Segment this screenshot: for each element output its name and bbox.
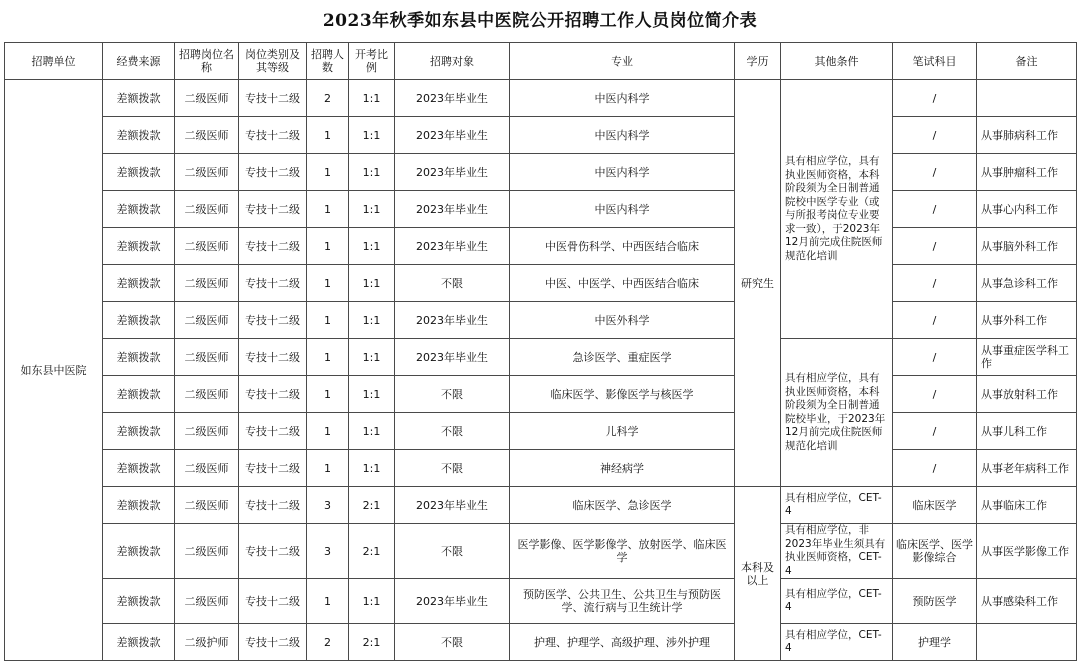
conditions-cell: 具有相应学位，非2023年毕业生须具有执业医师资格，CET-4 <box>781 524 893 579</box>
post-cell: 二级医师 <box>175 450 239 487</box>
education-cell: 本科及以上 <box>735 487 781 661</box>
ratio-cell: 2:1 <box>349 624 395 661</box>
major-cell: 医学影像、医学影像学、放射医学、临床医学 <box>510 524 735 579</box>
num-cell: 1 <box>307 302 349 339</box>
grade-cell: 专技十二级 <box>239 413 307 450</box>
grade-cell: 专技十二级 <box>239 376 307 413</box>
exam-cell: / <box>893 413 977 450</box>
grade-cell: 专技十二级 <box>239 154 307 191</box>
grade-cell: 专技十二级 <box>239 524 307 579</box>
note-cell: 从事感染科工作 <box>977 579 1077 624</box>
table-row <box>5 579 1077 624</box>
post-cell: 二级医师 <box>175 265 239 302</box>
table-row <box>5 191 1077 228</box>
note-cell <box>977 624 1077 661</box>
num-cell: 1 <box>307 228 349 265</box>
note-cell: 从事脑外科工作 <box>977 228 1077 265</box>
post-cell: 二级医师 <box>175 80 239 117</box>
header-cell: 学历 <box>735 43 781 80</box>
post-cell: 二级医师 <box>175 228 239 265</box>
conditions-cell: 具有相应学位，具有执业医师资格，本科阶段须为全日制普通院校中医学专业（或与所报考岗位专业要求一致），于2023年12月前完成住院医师规范化培训 <box>781 80 893 339</box>
post-cell: 二级医师 <box>175 524 239 579</box>
post-cell: 二级护师 <box>175 624 239 661</box>
target-cell: 2023年毕业生 <box>395 302 510 339</box>
header-cell: 笔试科目 <box>893 43 977 80</box>
target-cell: 不限 <box>395 265 510 302</box>
grade-cell: 专技十二级 <box>239 80 307 117</box>
page-title: 2023年秋季如东县中医院公开招聘工作人员岗位简介表 <box>322 11 758 31</box>
exam-cell: 临床医学、医学影像综合 <box>893 524 977 579</box>
header-cell: 招聘岗位名 称 <box>175 43 239 80</box>
exam-cell: 护理学 <box>893 624 977 661</box>
fund-cell: 差额拨款 <box>103 154 175 191</box>
fund-cell: 差额拨款 <box>103 80 175 117</box>
table-row <box>5 450 1077 487</box>
target-cell: 不限 <box>395 624 510 661</box>
fund-cell: 差额拨款 <box>103 265 175 302</box>
ratio-cell: 1:1 <box>349 117 395 154</box>
ratio-cell: 1:1 <box>349 265 395 302</box>
grade-cell: 专技十二级 <box>239 339 307 376</box>
exam-cell: / <box>893 228 977 265</box>
conditions-cell: 具有相应学位，CET-4 <box>781 487 893 524</box>
major-cell: 儿科学 <box>510 413 735 450</box>
post-cell: 二级医师 <box>175 376 239 413</box>
major-cell: 神经病学 <box>510 450 735 487</box>
num-cell: 1 <box>307 579 349 624</box>
num-cell: 1 <box>307 339 349 376</box>
header-cell: 备注 <box>977 43 1077 80</box>
exam-cell: / <box>893 450 977 487</box>
ratio-cell: 1:1 <box>349 154 395 191</box>
note-cell: 从事外科工作 <box>977 302 1077 339</box>
note-cell: 从事肺病科工作 <box>977 117 1077 154</box>
header-cell: 经费来源 <box>103 43 175 80</box>
grade-cell: 专技十二级 <box>239 487 307 524</box>
post-cell: 二级医师 <box>175 413 239 450</box>
exam-cell: / <box>893 339 977 376</box>
target-cell: 不限 <box>395 413 510 450</box>
post-cell: 二级医师 <box>175 579 239 624</box>
major-cell: 预防医学、公共卫生、公共卫生与预防医学、流行病与卫生统计学 <box>510 579 735 624</box>
grade-cell: 专技十二级 <box>239 579 307 624</box>
header-cell: 开考比例 <box>349 43 395 80</box>
fund-cell: 差额拨款 <box>103 579 175 624</box>
post-cell: 二级医师 <box>175 117 239 154</box>
note-cell <box>977 80 1077 117</box>
major-cell: 中医内科学 <box>510 154 735 191</box>
note-cell: 从事放射科工作 <box>977 376 1077 413</box>
post-cell: 二级医师 <box>175 487 239 524</box>
fund-cell: 差额拨款 <box>103 413 175 450</box>
table-row <box>5 524 1077 579</box>
ratio-cell: 1:1 <box>349 450 395 487</box>
table-row <box>5 302 1077 339</box>
fund-cell: 差额拨款 <box>103 302 175 339</box>
grade-cell: 专技十二级 <box>239 191 307 228</box>
major-cell: 临床医学、急诊医学 <box>510 487 735 524</box>
exam-cell: / <box>893 154 977 191</box>
target-cell: 不限 <box>395 450 510 487</box>
conditions-cell: 具有相应学位，具有执业医师资格，本科阶段须为全日制普通院校毕业，于2023年12月前完成住院医师规范化培训 <box>781 339 893 487</box>
fund-cell: 差额拨款 <box>103 624 175 661</box>
table-row <box>5 413 1077 450</box>
post-cell: 二级医师 <box>175 339 239 376</box>
ratio-cell: 1:1 <box>349 191 395 228</box>
target-cell: 2023年毕业生 <box>395 487 510 524</box>
major-cell: 临床医学、影像医学与核医学 <box>510 376 735 413</box>
ratio-cell: 1:1 <box>349 80 395 117</box>
target-cell: 2023年毕业生 <box>395 80 510 117</box>
exam-cell: / <box>893 302 977 339</box>
grade-cell: 专技十二级 <box>239 450 307 487</box>
table-row <box>5 376 1077 413</box>
fund-cell: 差额拨款 <box>103 450 175 487</box>
table-row <box>5 228 1077 265</box>
note-cell: 从事急诊科工作 <box>977 265 1077 302</box>
header-cell: 招聘单位 <box>5 43 103 80</box>
note-cell: 从事心内科工作 <box>977 191 1077 228</box>
unit-cell: 如东县中医院 <box>5 80 103 661</box>
fund-cell: 差额拨款 <box>103 376 175 413</box>
ratio-cell: 2:1 <box>349 524 395 579</box>
major-cell: 中医内科学 <box>510 117 735 154</box>
note-cell: 从事医学影像工作 <box>977 524 1077 579</box>
target-cell: 不限 <box>395 376 510 413</box>
num-cell: 1 <box>307 117 349 154</box>
fund-cell: 差额拨款 <box>103 487 175 524</box>
header-cell: 招聘对象 <box>395 43 510 80</box>
conditions-cell: 具有相应学位，CET-4 <box>781 624 893 661</box>
positions-table <box>4 42 1077 661</box>
post-cell: 二级医师 <box>175 191 239 228</box>
post-cell: 二级医师 <box>175 154 239 191</box>
major-cell: 急诊医学、重症医学 <box>510 339 735 376</box>
table-row <box>5 154 1077 191</box>
num-cell: 1 <box>307 154 349 191</box>
ratio-cell: 1:1 <box>349 579 395 624</box>
num-cell: 1 <box>307 191 349 228</box>
note-cell: 从事肿瘤科工作 <box>977 154 1077 191</box>
header-row <box>5 43 1077 80</box>
exam-cell: / <box>893 265 977 302</box>
major-cell: 护理、护理学、高级护理、涉外护理 <box>510 624 735 661</box>
conditions-cell: 具有相应学位，CET-4 <box>781 579 893 624</box>
education-cell: 研究生 <box>735 80 781 487</box>
major-cell: 中医骨伤科学、中西医结合临床 <box>510 228 735 265</box>
num-cell: 3 <box>307 524 349 579</box>
grade-cell: 专技十二级 <box>239 117 307 154</box>
note-cell: 从事儿科工作 <box>977 413 1077 450</box>
ratio-cell: 2:1 <box>349 487 395 524</box>
major-cell: 中医内科学 <box>510 80 735 117</box>
post-cell: 二级医师 <box>175 302 239 339</box>
grade-cell: 专技十二级 <box>239 228 307 265</box>
grade-cell: 专技十二级 <box>239 302 307 339</box>
target-cell: 2023年毕业生 <box>395 154 510 191</box>
ratio-cell: 1:1 <box>349 376 395 413</box>
num-cell: 1 <box>307 450 349 487</box>
num-cell: 1 <box>307 265 349 302</box>
note-cell: 从事临床工作 <box>977 487 1077 524</box>
fund-cell: 差额拨款 <box>103 191 175 228</box>
table-row <box>5 80 1077 117</box>
header-cell: 专业 <box>510 43 735 80</box>
major-cell: 中医外科学 <box>510 302 735 339</box>
major-cell: 中医内科学 <box>510 191 735 228</box>
exam-cell: 临床医学 <box>893 487 977 524</box>
note-cell: 从事老年病科工作 <box>977 450 1077 487</box>
fund-cell: 差额拨款 <box>103 339 175 376</box>
grade-cell: 专技十二级 <box>239 265 307 302</box>
num-cell: 1 <box>307 376 349 413</box>
exam-cell: / <box>893 376 977 413</box>
fund-cell: 差额拨款 <box>103 228 175 265</box>
target-cell: 不限 <box>395 524 510 579</box>
fund-cell: 差额拨款 <box>103 117 175 154</box>
table-row <box>5 339 1077 376</box>
fund-cell: 差额拨款 <box>103 524 175 579</box>
ratio-cell: 1:1 <box>349 339 395 376</box>
num-cell: 2 <box>307 624 349 661</box>
target-cell: 2023年毕业生 <box>395 191 510 228</box>
exam-cell: / <box>893 117 977 154</box>
table-row <box>5 265 1077 302</box>
ratio-cell: 1:1 <box>349 302 395 339</box>
exam-cell: 预防医学 <box>893 579 977 624</box>
ratio-cell: 1:1 <box>349 413 395 450</box>
num-cell: 1 <box>307 413 349 450</box>
exam-cell: / <box>893 80 977 117</box>
target-cell: 2023年毕业生 <box>395 117 510 154</box>
target-cell: 2023年毕业生 <box>395 579 510 624</box>
num-cell: 3 <box>307 487 349 524</box>
table-row <box>5 117 1077 154</box>
target-cell: 2023年毕业生 <box>395 339 510 376</box>
header-cell: 招聘人数 <box>307 43 349 80</box>
num-cell: 2 <box>307 80 349 117</box>
table-row <box>5 624 1077 661</box>
header-cell: 其他条件 <box>781 43 893 80</box>
header-cell: 岗位类别及其等级 <box>239 43 307 80</box>
ratio-cell: 1:1 <box>349 228 395 265</box>
target-cell: 2023年毕业生 <box>395 228 510 265</box>
grade-cell: 专技十二级 <box>239 624 307 661</box>
exam-cell: / <box>893 191 977 228</box>
note-cell: 从事重症医学科工作 <box>977 339 1077 376</box>
table-row <box>5 487 1077 524</box>
major-cell: 中医、中医学、中西医结合临床 <box>510 265 735 302</box>
